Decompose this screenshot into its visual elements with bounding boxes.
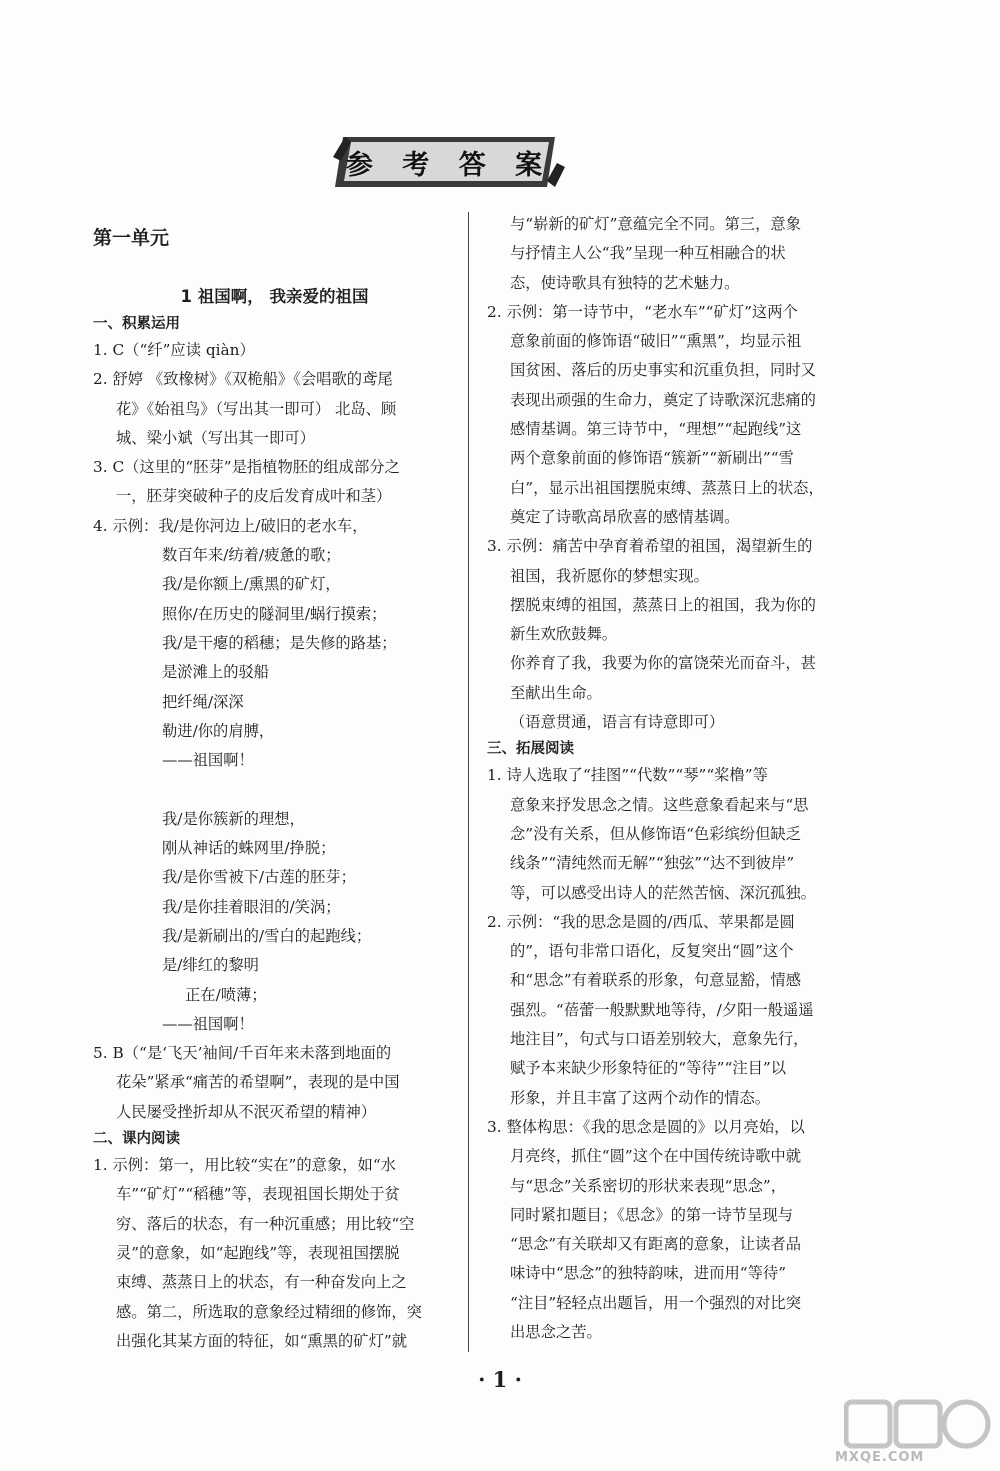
unit-heading: 第一单元 [93,227,170,249]
text-line: 我/是你挂着眼泪的/笑涡； [162,897,341,916]
text-line: 线条”“清纯然而无解”“独弦”“达不到彼岸” [510,854,795,873]
section-heading: 三、拓展阅读 [487,741,574,758]
text-line: 和“思念”有着联系的形象，句意显豁，情感 [510,971,801,990]
text-line: “注目”轻轻点出题旨，用一个强烈的对比突 [510,1293,801,1312]
text-line: 我/是你簇新的理想， [162,809,305,828]
answer-key-banner [333,133,565,191]
section-heading: 二、课内阅读 [93,1131,180,1148]
text-line: 2. 舒婷 《致橡树》《双桅船》《会唱歌的鸢尾 [93,370,393,389]
text-line: 与“思念”关系密切的形状来表现“思念”， [510,1176,787,1195]
text-line: 花》《始祖鸟》（写出其一即可） 北岛、顾 [116,399,397,418]
text-line: 意象前面的修饰语“破旧”“熏黑”，均显示祖 [510,332,802,351]
text-line: 新生欢欣鼓舞。 [510,625,618,644]
text-line: 把纤绳/深深 [162,692,244,711]
text-line: 感。第二，所选取的意象经过精细的修饰，突 [116,1302,422,1321]
text-line: 出思念之苦。 [510,1322,602,1341]
text-line: 月亮终，抓住“圆”这个在中国传统诗歌中就 [510,1147,801,1166]
left-column [93,210,450,1356]
text-line: 地注目”，句式与口语差别较大，意象先行， [510,1030,809,1049]
text-line: 同时紧扣题目；《思念》的第一诗节呈现与 [510,1205,793,1224]
text-line: 念”没有关系，但从修饰语“色彩缤纷但缺乏 [510,824,801,843]
text-line: 勒进/你的肩膊， [162,721,275,740]
right-column [487,210,844,1347]
text-line: 奠定了诗歌高昂欣喜的感情基调。 [510,507,740,526]
text-line: 等，可以感受出诗人的茫然苦恼、深沉孤独。 [510,883,816,902]
text-line: 4. 示例：我/是你河边上/破旧的老水车， [93,516,368,535]
text-line: 表现出顽强的生命力，奠定了诗歌深沉悲痛的 [510,390,816,409]
text-line: 形象，并且丰富了这两个动作的情态。 [510,1088,771,1107]
text-line: 你养育了我，我要为你的富饶荣光而奋斗，甚 [510,654,816,673]
text-line: 白”，显示出祖国摆脱束缚、蒸蒸日上的状态， [510,478,824,497]
section-heading: 一、积累运用 [93,316,180,332]
text-line: 2. 示例：“我的思念是圆的/西瓜、苹果都是圆 [487,912,795,931]
text-line: 1. 示例：第一，用比较“实在”的意象，如“水 [93,1156,396,1175]
text-line: 赋予本来缺少形象特征的“等待”“注目”以 [510,1059,787,1078]
text-line: 刚从神话的蛛网里/挣脱； [162,839,336,858]
text-line: 束缚、蒸蒸日上的状态，有一种奋发向上之 [116,1273,407,1292]
text-line: 是淤滩上的驳船 [162,663,270,682]
text-line: 一，胚芽突破种子的皮后发育成叶和茎） [116,487,392,506]
text-line: 我/是干瘪的稻穗；是失修的路基； [162,633,397,652]
text-line: 3. C（这里的“胚芽”是指植物胚的组成部分之 [93,458,400,477]
text-line: ——祖国啊！ [162,751,254,770]
text-line: 照你/在历史的隧洞里/蜗行摸索； [162,604,387,623]
text-line: 车”“矿灯”“稻穗”等，表现祖国长期处于贫 [116,1185,400,1204]
text-line: 味诗中“思念”的独特韵味，进而用“等待” [510,1264,787,1283]
text-line: 意象来抒发思念之情。这些意象看起来与“思 [510,795,809,814]
text-line: 数百年来/纺着/疲惫的歌； [162,546,341,565]
text-line: 灵”的意象，如“起跑线”等，表现祖国摆脱 [116,1243,400,1262]
text-line: 是/绯红的黎明 [162,956,259,975]
text-line: 我/是你额上/熏黑的矿灯， [162,575,341,594]
text-line: 感情基调。第三诗节中，“理想”“起跑线”这 [510,420,802,439]
text-line: 与抒情主人公“我”呈现一种互相融合的状 [510,244,786,263]
lesson-title: 1 祖国啊， 我亲爱的祖国 [180,287,369,306]
text-line: 3. 整体构思：《我的思念是圆的》以月亮始，以 [487,1117,805,1136]
watermark-text: MXQE.COM [835,1450,925,1465]
text-line: “思念”有关联却又有距离的意象，让读者品 [510,1235,801,1254]
text-line: 我/是新刷出的/雪白的起跑线； [162,926,372,945]
text-line: 两个意象前面的修饰语“簇新”“新刷出”“雪 [510,449,794,468]
text-line: 摆脱束缚的祖国，蒸蒸日上的祖国，我为你的 [510,595,816,614]
text-line: 强烈。“蓓蕾一般默默地等待，/夕阳一般遥遥 [510,1000,814,1019]
text-line: 态，使诗歌具有独特的艺术魅力。 [510,273,740,292]
text-line: 城、梁小斌（写出其一即可） [116,428,315,447]
text-line: 国贫困、落后的历史事实和沉重负担，同时又 [510,361,816,380]
text-line: 至献出生命。 [510,683,602,702]
page-number: · 1 · [478,1367,522,1392]
text-line: ——祖国啊！ [162,1014,254,1033]
text-line: 3. 示例：痛苦中孕育着希望的祖国，渴望新生的 [487,537,813,556]
text-line: 的”，语句非常口语化，反复突出“圆”这个 [510,942,794,961]
blank-line [93,775,450,804]
page-title: 参 考 答 案 [345,149,553,181]
text-line: 与“崭新的矿灯”意蕴完全不同。第三，意象 [510,215,801,233]
column-divider [468,212,469,1352]
text-line: 5. B（“是‘飞天’袖间/千百年来未落到地面的 [93,1044,392,1063]
text-line: 花朵”紧承“痛苦的希望啊”，表现的是中国 [116,1073,400,1092]
text-line: 1. C（“纤”应读 qiàn） [93,341,255,359]
text-line: 1. 诗人选取了“挂图”“代数”“琴”“桨橹”等 [487,766,768,785]
text-line: （语意贯通，语言有诗意即可） [510,713,725,732]
text-line: 2. 示例：第一诗节中，“老水车”“矿灯”这两个 [487,302,798,321]
text-line: 正在/喷薄； [185,985,267,1004]
text-line: 穷、落后的状态，有一种沉重感；用比较“空 [116,1214,415,1233]
text-line: 出强化其某方面的特征，如“熏黑的矿灯”就 [116,1331,407,1350]
text-line: 人民屡受挫折却从不泯灭希望的精神） [116,1102,377,1121]
text-line: 我/是你雪被下/古莲的胚芽； [162,868,356,887]
text-line: 祖国，我祈愿你的梦想实现。 [510,566,709,585]
